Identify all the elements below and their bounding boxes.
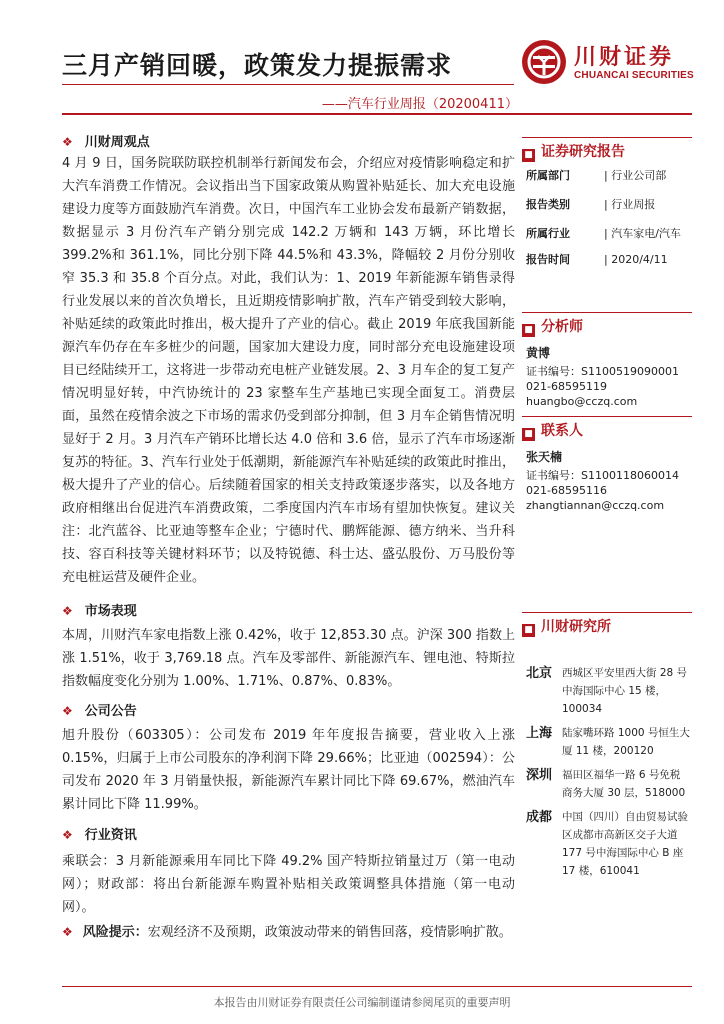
contact-phone: 021-68595116 (526, 484, 607, 497)
analyst-heading: ■ 分析师 (522, 316, 583, 337)
section-heading-company: ❖ 公司公告 (62, 704, 137, 719)
contact-email: zhangtiannan@cczq.com (526, 499, 665, 512)
address-city: 上海 (526, 726, 553, 741)
contact-card (526, 450, 679, 513)
address-text: 中国（四川）自由贸易试验区成都市高新区交子大道 177 号中海国际中心 B 座 17 楼，610041 (562, 811, 688, 877)
section-heading-industry: ❖ 行业资讯 (62, 828, 137, 843)
section-heading-market: ❖ 市场表现 (62, 604, 137, 619)
info-row: 所属部门 | 行业公司部 (526, 169, 667, 182)
logo-name: 川财证券 (574, 45, 675, 70)
right-rule-contact (522, 416, 692, 417)
report-subtitle: ——汽车行业周报（20200411） (321, 97, 518, 112)
address-city: 成都 (526, 810, 553, 825)
analyst-cert: 证书编号：S1100519090001 (526, 365, 679, 378)
contact-name: 张天楠 (526, 450, 563, 464)
diamond-bullet-icon: ❖ (62, 604, 73, 618)
info-row: 报告时间 | 2020/4/11 (526, 253, 668, 266)
footer-rule (62, 986, 692, 987)
analyst-email: huangbo@cczq.com (526, 395, 638, 408)
risk-paragraph: ❖ 风险提示：宏观经济不及预期，政策波动带来的销售回落，疫情影响扩散。 (62, 925, 512, 940)
heading-square-icon: ■ (522, 428, 535, 441)
heading-square-icon: ■ (522, 149, 535, 162)
contact-heading: ■ 联系人 (522, 420, 583, 441)
analyst-phone: 021-68595119 (526, 380, 607, 393)
logo-emblem-icon (522, 40, 566, 84)
diamond-bullet-icon: ❖ (62, 135, 73, 149)
analyst-card (526, 346, 679, 409)
contact-cert: 证书编号：S1100118060014 (526, 469, 679, 482)
address-city: 北京 (526, 666, 553, 681)
industry-paragraph: 乘联会：3 月新能源乘用车同比下降 49.2% 国产特斯拉销量过万（第一电动网）；财政部：将出台新能源车购置补贴相关政策调整具体措施（第一电动网）。 (62, 854, 515, 915)
market-paragraph: 本周，川财汽车家电指数上涨 0.42%，收于 12,853.30 点。沪深 300 指数上涨 1.51%，收于 3,769.18 点。汽车及零部件、新能源汽车、锂电池、特斯拉指数幅度变化分别为 1.00%、1.71%、0.87%、0.83%。 (62, 628, 515, 689)
company-paragraph: 旭升股份（603305）：公司发布 2019 年年度报告摘要，营业收入上涨 0.15%，归属于上市公司股东的净利润下降 29.66%；比亚迪（002594）：公司发布 2020 年 3 月销量快报，新能源汽车累计同比下降 69.67%，燃油汽车累计同比下降 11.99%。 (62, 728, 515, 812)
right-rule-institute (522, 612, 692, 613)
report-info-heading: ■ 证券研究报告 (522, 141, 625, 162)
section-heading-views: ❖ 川财周观点 (62, 135, 150, 150)
heading-square-icon: ■ (522, 324, 535, 337)
diamond-bullet-icon: ❖ (62, 704, 73, 718)
right-rule-analyst (522, 312, 692, 313)
views-paragraph: 4 月 9 日，国务院联防联控机制举行新闻发布会，介绍应对疫情影响稳定和扩大汽车消费工作情况。会议指出当下国家政策从购置补贴延长、加大充电设施建设力度等方面鼓励汽车消费。次日，中国汽车工业协会发布最新产销数据，数据显示 3 月份汽车产销分别完成 142.2 万辆和 143 万辆，环比增长 399.2%和 361.1%，同比分别下降 44.5%和 43.3%，降幅较 2 月份分别收窄 35.3 和 35.8 个百分点。对此，我们认为：1、2019 年新能源车销售录得行业发展以来的首次负增长，且近期疫情影响扩散，汽车产销受到较大影响，补贴延续的政策此时推出，极大提升了产业的信心。截止 2019 年底我国新能源汽车仍存在车多桩少的问题，国家加大建设力度，同时部分充电设施建设项目已经陆续开工，这将进一步带动充电桩产业链发展。2、3 月车企的复工复产情况明显好转，中汽协统计的 23 家整车生产基地已实现全面复工。消费层面，虽然在疫情余波之下市场的需求仍受到部分抑制，但 3 月车企销售情况明显好于 2 月。3 月汽车产销环比增长达 4.0 倍和 3.6 倍，显示了汽车市场逐渐复苏的特征。3、汽车行业处于低潮期，新能源汽车补贴延续的政策此时推出，极大提升了产业的信心。后续随着国家的相关支持政策逐步落实，以及各地方政府相继出台促进汽车消费政策，二季度国内汽车市场有望加快恢复。建议关注：北汽蓝谷、比亚迪等整车企业；宁德时代、鹏辉能源、德方纳米、当升科技、容百科技等关键材料环节；以及特锐德、科士达、盛弘股份、万马股份等充电桩运营及硬件企业。 (62, 156, 515, 585)
info-row: 所属行业 | 汽车家电/汽车 (526, 227, 681, 240)
logo-english-name: CHUANCAI SECURITIES (574, 70, 694, 81)
info-row: 报告类别 | 行业周报 (526, 198, 656, 211)
company-logo (522, 38, 692, 94)
header-rule-top (62, 84, 514, 85)
heading-square-icon: ■ (522, 624, 535, 637)
address-text: 西城区平安里西大街 28 号中海国际中心 15 楼，100034 (562, 667, 688, 715)
institute-heading: ■ 川财研究所 (522, 616, 611, 637)
report-title: 三月产销回暖，政策发力提振需求 (62, 51, 453, 80)
header-rule-bottom (62, 113, 692, 115)
diamond-bullet-icon: ❖ (62, 925, 73, 939)
analyst-name: 黄博 (526, 346, 551, 360)
diamond-bullet-icon: ❖ (62, 828, 73, 842)
address-text: 陆家嘴环路 1000 号恒生大厦 11 楼，200120 (562, 727, 690, 757)
address-text: 福田区福华一路 6 号免税商务大厦 30 层，518000 (562, 769, 686, 799)
footer-disclaimer: 本报告由川财证券有限责任公司编制谨请参阅尾页的重要声明 (213, 996, 511, 1009)
address-city: 深圳 (526, 768, 553, 783)
right-rule-report (522, 137, 692, 138)
